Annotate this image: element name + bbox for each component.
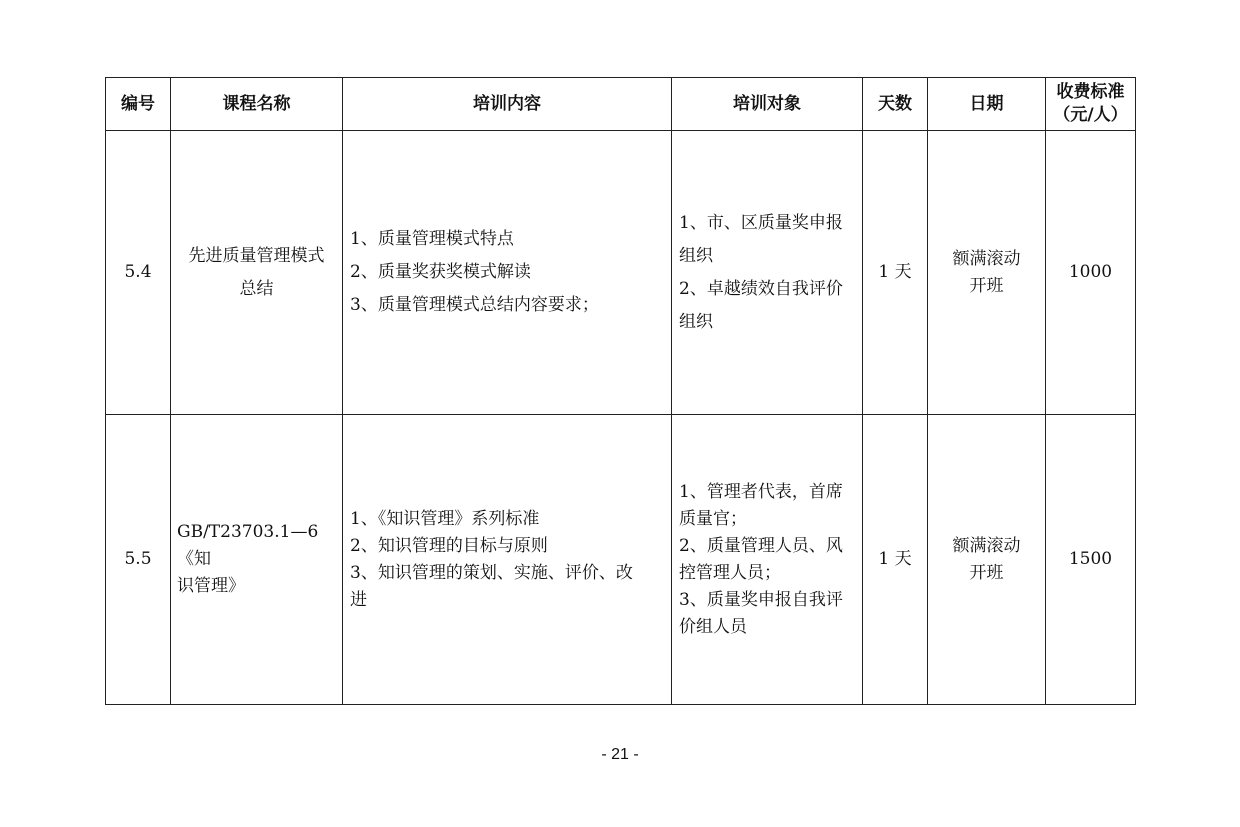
table-row — [106, 415, 1136, 705]
content-line: 2、质量奖获奖模式解读 — [350, 262, 531, 282]
course-name-line: 总结 — [239, 278, 274, 299]
cell-date — [928, 415, 1046, 705]
page-number: - 21 - — [601, 746, 639, 763]
audience-line: 1、管理者代表，首席 — [679, 481, 843, 502]
table-row — [106, 131, 1136, 415]
content-line: 进 — [350, 589, 367, 610]
audience-line: 组织 — [679, 245, 713, 266]
cell-training-audience — [672, 131, 863, 415]
course-name-line: GB/T23703.1—6《知 — [177, 522, 319, 569]
table-header-row — [106, 78, 1136, 131]
content-line: 2、知识管理的目标与原则 — [350, 535, 548, 556]
cell-fee: 1500 — [1046, 415, 1136, 705]
cell-days: 1 天 — [863, 415, 928, 705]
cell-course-name — [171, 131, 343, 415]
cell-fee: 1000 — [1046, 131, 1136, 415]
header-fee — [1046, 78, 1136, 131]
content-line: 3、质量管理模式总结内容要求； — [350, 295, 599, 315]
audience-line: 2、卓越绩效自我评价 — [679, 278, 843, 299]
content-line: 1、《知识管理》系列标准 — [350, 508, 540, 529]
header-training-audience: 培训对象 — [672, 78, 863, 131]
course-table — [105, 77, 1136, 705]
cell-date — [928, 131, 1046, 415]
date-line: 开班 — [969, 275, 1004, 296]
date-line: 额满滚动 — [952, 535, 1021, 556]
cell-number: 5.4 — [106, 131, 171, 415]
audience-line: 价组人员 — [679, 616, 747, 637]
header-fee-line-1: 收费标准 — [1056, 82, 1125, 102]
content-line: 1、质量管理模式特点 — [350, 229, 514, 249]
header-fee-line-2: （元/人） — [1053, 105, 1128, 125]
date-line: 额满滚动 — [952, 248, 1021, 269]
cell-training-audience — [672, 415, 863, 705]
audience-line: 控管理人员； — [679, 562, 781, 583]
header-number: 编号 — [106, 78, 171, 131]
header-course-name: 课程名称 — [171, 78, 343, 131]
header-date: 日期 — [928, 78, 1046, 131]
audience-line: 3、质量奖申报自我评 — [679, 589, 843, 610]
audience-line: 1、市、区质量奖申报 — [679, 212, 843, 233]
audience-line: 质量官； — [679, 508, 747, 529]
course-name-line: 识管理》 — [177, 576, 245, 596]
header-training-content: 培训内容 — [343, 78, 672, 131]
cell-training-content — [343, 131, 672, 415]
cell-training-content — [343, 415, 672, 705]
course-name-line: 先进质量管理模式 — [188, 245, 325, 266]
cell-number: 5.5 — [106, 415, 171, 705]
cell-days: 1 天 — [863, 131, 928, 415]
date-line: 开班 — [969, 562, 1004, 583]
content-line: 3、知识管理的策划、实施、评价、改 — [350, 562, 633, 583]
audience-line: 2、质量管理人员、风 — [679, 535, 843, 556]
audience-line: 组织 — [679, 311, 713, 332]
cell-course-name — [171, 415, 343, 705]
header-days: 天数 — [863, 78, 928, 131]
